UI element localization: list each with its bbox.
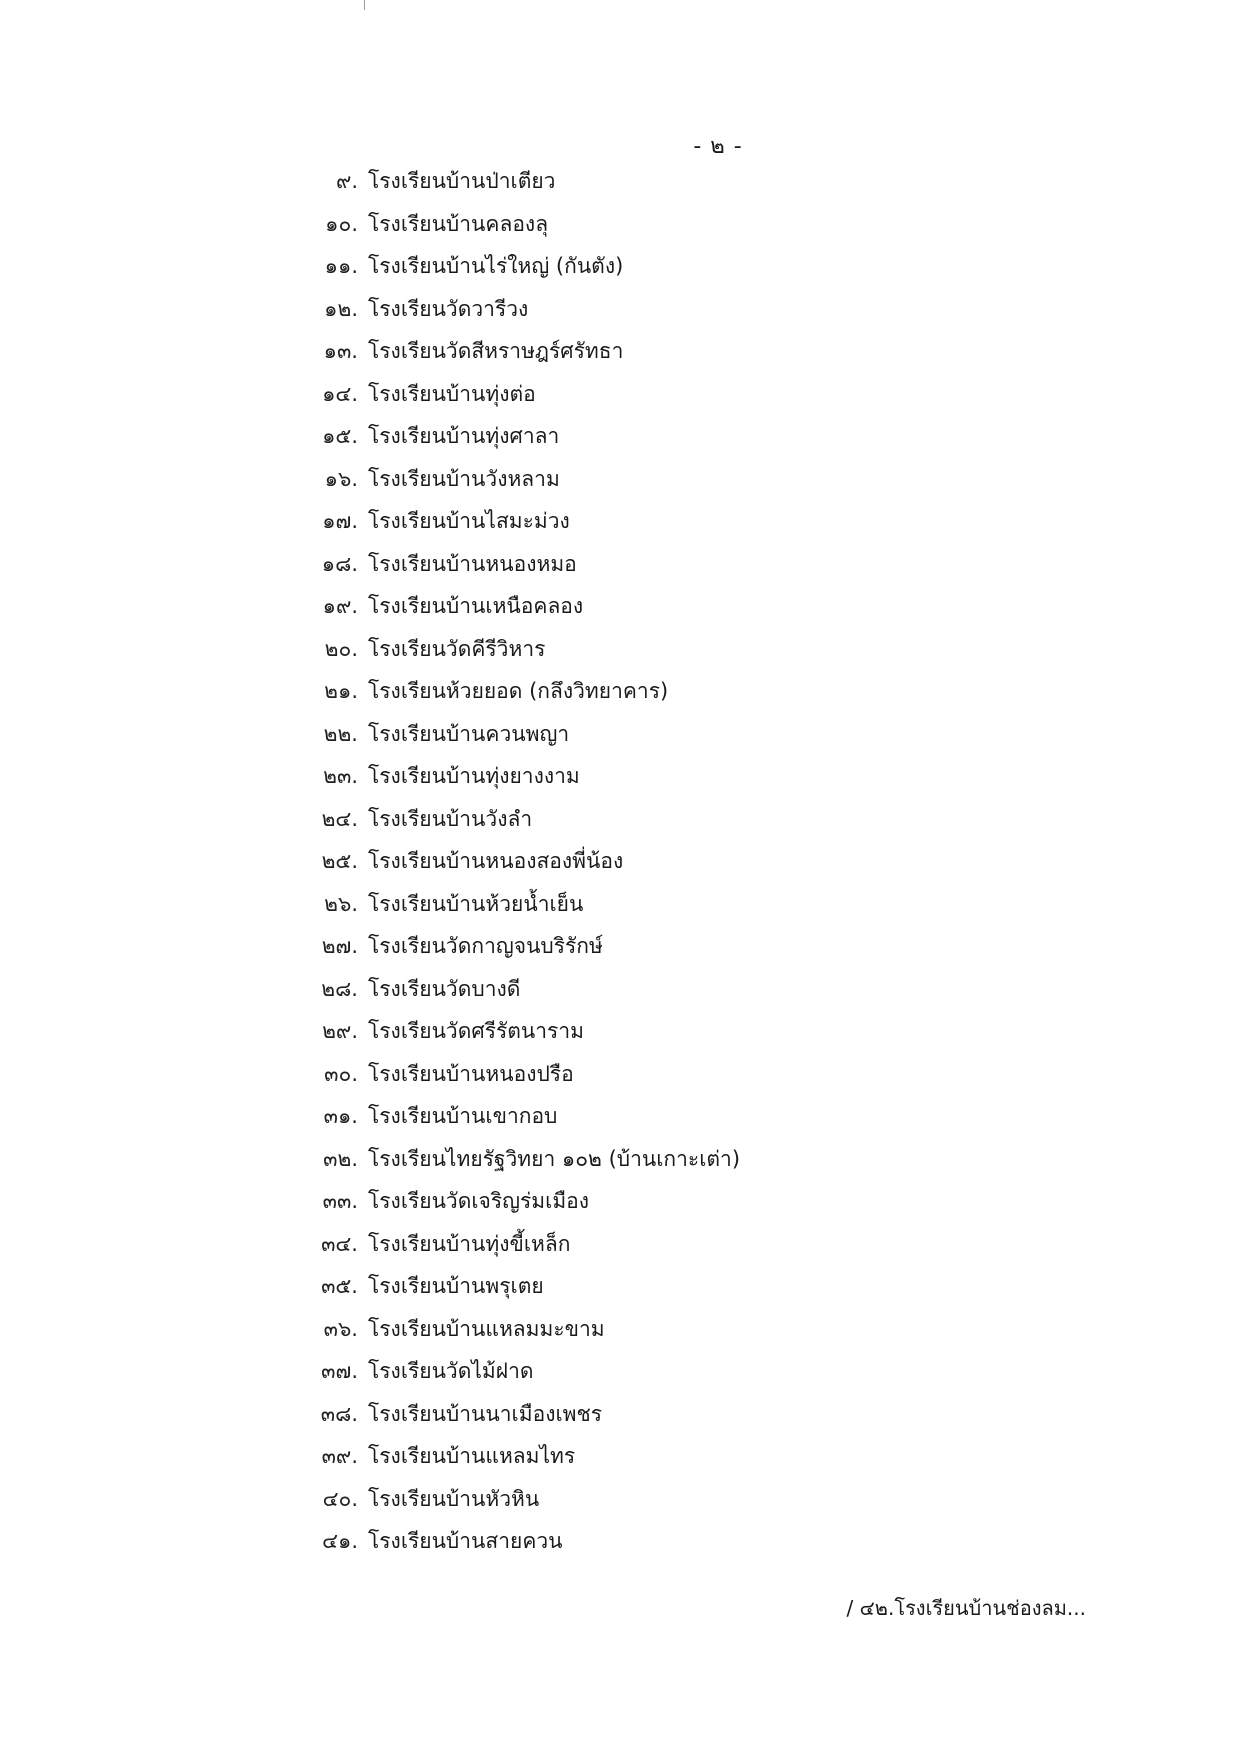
school-name: โรงเรียนบ้านสายควน [368,1529,563,1553]
item-number: ๑๘. [321,551,358,576]
school-name: โรงเรียนบ้านทุ่งต่อ [368,381,536,406]
school-name: โรงเรียนบ้านเหนือคลอง [368,594,584,618]
school-name: โรงเรียนบ้านวังลำ [368,806,533,831]
list-item [300,160,740,203]
item-number: ๓๔. [321,1231,358,1256]
item-number: ๓๗. [321,1359,358,1383]
item-number: ๑๐. [325,211,358,236]
list-item [300,1393,740,1436]
school-name: โรงเรียนบ้านหนองหมอ [368,551,577,576]
school-name: โรงเรียนบ้านทุ่งขี้เหล็ก [368,1231,571,1256]
list-item [300,500,740,543]
school-name: โรงเรียนวัดไม้ฝาด [368,1359,534,1383]
item-number: ๔๐. [322,1486,358,1511]
list-item [300,1180,740,1223]
item-number: ๒๙. [322,1019,358,1043]
item-number: ๑๙. [322,594,358,618]
item-number: ๓๓. [322,1189,358,1213]
item-number: ๑๒. [324,296,358,321]
school-name: โรงเรียนวัดเจริญร่มเมือง [368,1189,590,1213]
list-item [300,373,740,416]
item-number: ๒๖. [324,891,358,916]
item-number: ๒๒. [323,721,358,746]
list-item [300,245,740,288]
school-name: โรงเรียนบ้านหนองสองพี่น้อง [368,849,624,873]
item-number: ๒๑. [324,679,358,703]
school-name: โรงเรียนบ้านห้วยน้ำเย็น [368,891,584,916]
school-name: โรงเรียนบ้านเขากอบ [368,1104,558,1128]
item-number: ๔๑. [322,1529,358,1553]
list-item [300,628,740,671]
list-item [300,1095,740,1138]
list-item [300,670,740,713]
list-item [300,1265,740,1308]
item-number: ๓๑. [323,1104,358,1128]
list-item [300,883,740,926]
school-name: โรงเรียนบ้านไสมะม่วง [368,509,570,533]
item-number: ๑๑. [324,254,358,278]
list-item [300,1223,740,1266]
school-name: โรงเรียนบ้านนาเมืองเพชร [368,1401,602,1426]
list-item [300,1010,740,1053]
school-name: โรงเรียนวัดกาญจนบริรักษ์ [368,934,603,958]
list-item [300,458,740,501]
list-item [300,1308,740,1351]
list-item [300,585,740,628]
item-number: ๓๒. [323,1146,358,1171]
list-item [300,925,740,968]
school-name: โรงเรียนวัดบางดี [368,976,521,1001]
school-name: โรงเรียนบ้านไร่ใหญ่ (กันตัง) [368,254,624,278]
list-item [300,1350,740,1393]
item-number: ๒๔. [321,806,358,831]
school-name: โรงเรียนวัดศรีรัตนาราม [368,1019,584,1043]
school-name: โรงเรียนบ้านทุ่งศาลา [368,424,560,448]
school-name: โรงเรียนบ้านพรุเตย [368,1274,544,1298]
item-number: ๓๙. [321,1444,358,1468]
item-number: ๒๗. [321,934,358,958]
item-number: ๑๖. [324,466,358,491]
item-number: ๒๘. [321,976,358,1001]
school-name: โรงเรียนบ้านวังหลาม [368,466,560,491]
scan-mark [364,0,365,10]
list-item [300,1520,740,1563]
school-name: โรงเรียนบ้านหนองปรือ [368,1061,574,1086]
list-item [300,798,740,841]
list-item [300,1478,740,1521]
item-number: ๓๕. [321,1274,358,1298]
item-number: ๑๗. [322,509,358,533]
school-name: โรงเรียนวัดวารีวง [368,296,529,321]
list-item [300,415,740,458]
school-name: โรงเรียนบ้านทุ่งยางงาม [368,764,580,788]
list-item [300,203,740,246]
item-number: ๑๓. [323,339,358,363]
school-name: โรงเรียนบ้านแหลมไทร [368,1444,576,1468]
list-item [300,755,740,798]
school-name: โรงเรียนบ้านป่าเตียว [368,169,556,193]
list-item [300,543,740,586]
list-item [300,840,740,883]
school-name: โรงเรียนวัดคีรีวิหาร [368,636,546,661]
school-name: โรงเรียนวัดสีหราษฎร์ศรัทธา [368,339,624,363]
item-number: ๙. [335,169,358,193]
item-number: ๒๓. [323,764,358,788]
school-name: โรงเรียนห้วยยอด (กลึงวิทยาคาร) [368,679,669,703]
list-item [300,1053,740,1096]
continuation-note: / ๔๒.โรงเรียนบ้านช่องลม... [846,1596,1086,1620]
page-number: - ๒ - [693,134,743,159]
list-item [300,1435,740,1478]
item-number: ๓๘. [320,1401,358,1426]
item-number: ๒๐. [324,636,358,661]
list-item [300,713,740,756]
list-item [300,968,740,1011]
list-item [300,288,740,331]
list-item [300,1138,740,1181]
school-list [300,160,740,1563]
school-name: โรงเรียนบ้านแหลมมะขาม [368,1316,605,1341]
item-number: ๓๖. [323,1316,358,1341]
school-name: โรงเรียนบ้านควนพญา [368,721,570,746]
item-number: ๑๔. [322,381,358,406]
item-number: ๒๕. [321,849,358,873]
school-name: โรงเรียนไทยรัฐวิทยา ๑๐๒ (บ้านเกาะเต่า) [368,1146,741,1171]
item-number: ๑๕. [322,424,358,448]
list-item [300,330,740,373]
school-name: โรงเรียนบ้านหัวหิน [368,1486,540,1511]
item-number: ๓๐. [324,1061,358,1086]
school-name: โรงเรียนบ้านคลองลุ [368,211,549,236]
